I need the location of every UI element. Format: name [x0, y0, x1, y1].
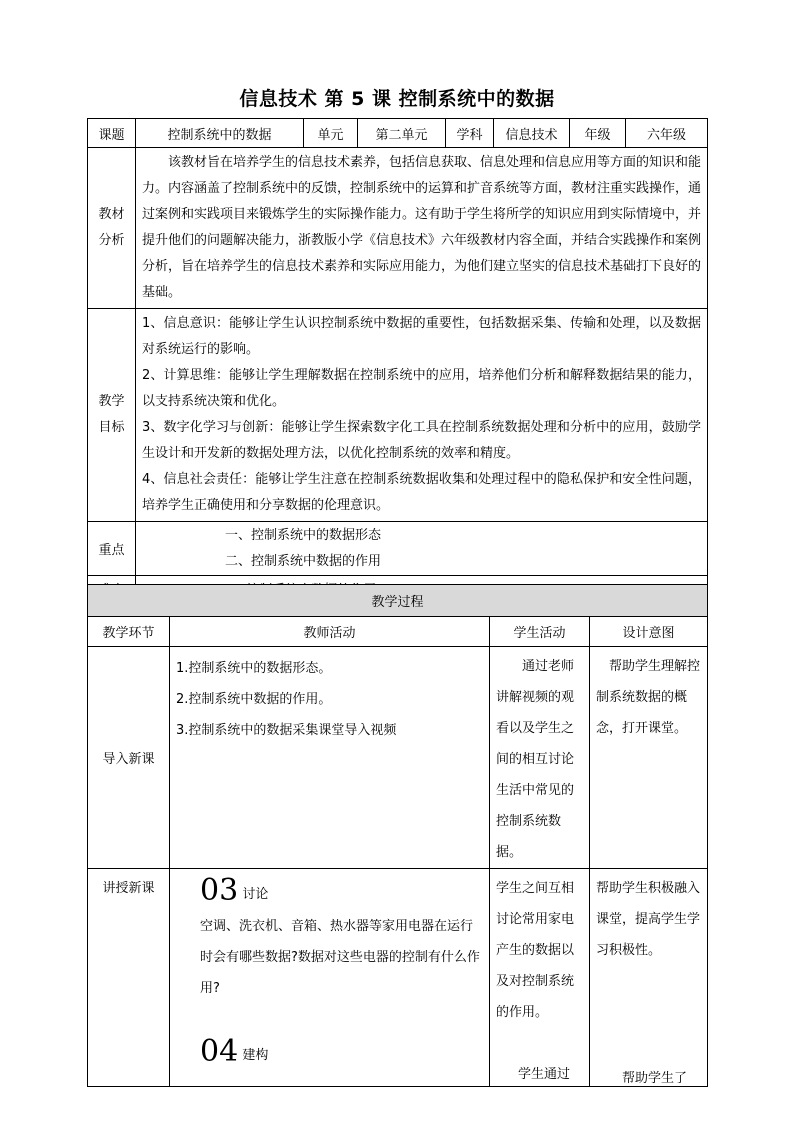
- process-row-new: [88, 869, 708, 1087]
- keypoints-row: [88, 522, 708, 576]
- student-new-tail: 学生通过: [518, 1067, 571, 1082]
- grade-label: 年级: [570, 119, 626, 148]
- construct-number: 04: [200, 1034, 239, 1069]
- keypoint-item: 二、控制系统中数据的作用: [225, 553, 382, 569]
- construct-label: 建构: [242, 1048, 269, 1063]
- teacher-item: 1.控制系统中的数据形态。: [176, 661, 332, 676]
- header-teacher: 教师活动: [170, 617, 490, 647]
- goal-item: 3、数字化学习与创新：能够让学生探索数字化工具在控制系统数据处理和分析中的应用，鼓励学生设计和开发新的数据处理方法，以优化控制系统的效率和精度。: [142, 420, 701, 461]
- header-intent: 设计意图: [590, 617, 708, 647]
- analysis-label: [88, 148, 136, 309]
- goals-label: [88, 309, 136, 522]
- goals-content: [136, 309, 708, 522]
- unit-label: 单元: [304, 119, 358, 148]
- goal-item: 2、计算思维：能够让学生理解数据在控制系统中的应用，培养他们分析和解释数据结果的能力，以支持系统决策和优化。: [142, 368, 701, 409]
- info-row: [88, 119, 708, 148]
- topic-label: 课题: [88, 119, 136, 148]
- header-stage: 教学环节: [88, 617, 170, 647]
- process-table: [87, 584, 708, 1087]
- analysis-row: [88, 148, 708, 309]
- student-new-text: 学生之间互相讨论常用家电产生的数据以及对控制系统的作用。: [496, 881, 575, 1020]
- discussion-number: 03: [200, 873, 239, 908]
- construct-heading: [200, 1032, 268, 1076]
- discussion-label: 讨论: [242, 887, 269, 902]
- intent-intro: 帮助学生理解控制系统数据的概念，打开课堂。: [590, 647, 708, 869]
- teacher-item: 2.控制系统中数据的作用。: [176, 692, 332, 707]
- keypoint-item: 一、控制系统中的数据形态: [225, 527, 382, 543]
- discussion-heading: [200, 871, 481, 911]
- stage-intro: 导入新课: [88, 647, 170, 869]
- lesson-info-table: [87, 118, 708, 601]
- analysis-label-line-2: 分析: [98, 233, 125, 248]
- topic-value: 控制系统中的数据: [136, 119, 304, 148]
- goal-item: 4、信息社会责任：能够让学生注意在控制系统数据收集和处理过程中的隐私保护和安全性问题，培养学生正确使用和分享数据的伦理意识。: [142, 472, 701, 513]
- process-row-intro: [88, 647, 708, 869]
- process-header-row: [88, 617, 708, 647]
- process-section-title: 教学过程: [88, 585, 708, 617]
- goal-item: 1、信息意识：能够让学生认识控制系统中数据的重要性，包括数据采集、传输和处理，以及数据对系统运行的影响。: [142, 316, 701, 357]
- keypoints-content: [136, 522, 708, 576]
- goals-label-line-2: 目标: [98, 420, 125, 435]
- subject-value: 信息技术: [494, 119, 570, 148]
- stage-new: 讲授新课: [88, 869, 170, 1087]
- analysis-text: 该教材旨在培养学生的信息技术素养，包括信息获取、信息处理和信息应用等方面的知识和能力。内容涵盖了控制系统中的反馈，控制系统中的运算和扩音系统等方面，教材注重实践操作，通过案例和实践项目来锻炼学生的实际操作能力。这有助于学生将所学的知识应用到实际情境中，并提升他们的问题解决能力，浙教版小学《信息技术》六年级教材内容全面，并结合实践操作和案例分析，旨在培养学生的信息技术素养和实际应用能力，为他们建立坚实的信息技术基础打下良好的基础。: [142, 155, 702, 300]
- goals-row: [88, 309, 708, 522]
- analysis-label-line-1: 教材: [98, 207, 125, 222]
- student-new: [490, 869, 590, 1087]
- discussion-text: 空调、洗衣机、音箱、热水器等家用电器在运行时会有哪些数据?数据对这些电器的控制有什么作用?: [200, 919, 480, 996]
- intent-new-text: 帮助学生积极融入课堂，提高学生学习积极性。: [596, 881, 701, 958]
- grade-value: 六年级: [626, 119, 708, 148]
- process-title-row: [88, 585, 708, 617]
- header-student: 学生活动: [490, 617, 590, 647]
- intent-new-tail: 帮助学生了: [622, 1071, 688, 1086]
- student-intro: 通过老师讲解视频的观看以及学生之间的相互讨论生活中常见的控制系统数据。: [490, 647, 590, 869]
- page-title: 信息技术 第 5 课 控制系统中的数据: [239, 88, 555, 110]
- subject-label: 学科: [446, 119, 494, 148]
- teacher-intro: [170, 647, 490, 869]
- goals-label-line-1: 教学: [98, 394, 125, 409]
- unit-value: 第二单元: [358, 119, 446, 148]
- intent-new: [590, 869, 708, 1087]
- teacher-item: 3.控制系统中的数据采集课堂导入视频: [176, 723, 397, 738]
- keypoints-label: 重点: [88, 522, 136, 576]
- teacher-new: [170, 869, 490, 1087]
- analysis-content: [136, 148, 708, 309]
